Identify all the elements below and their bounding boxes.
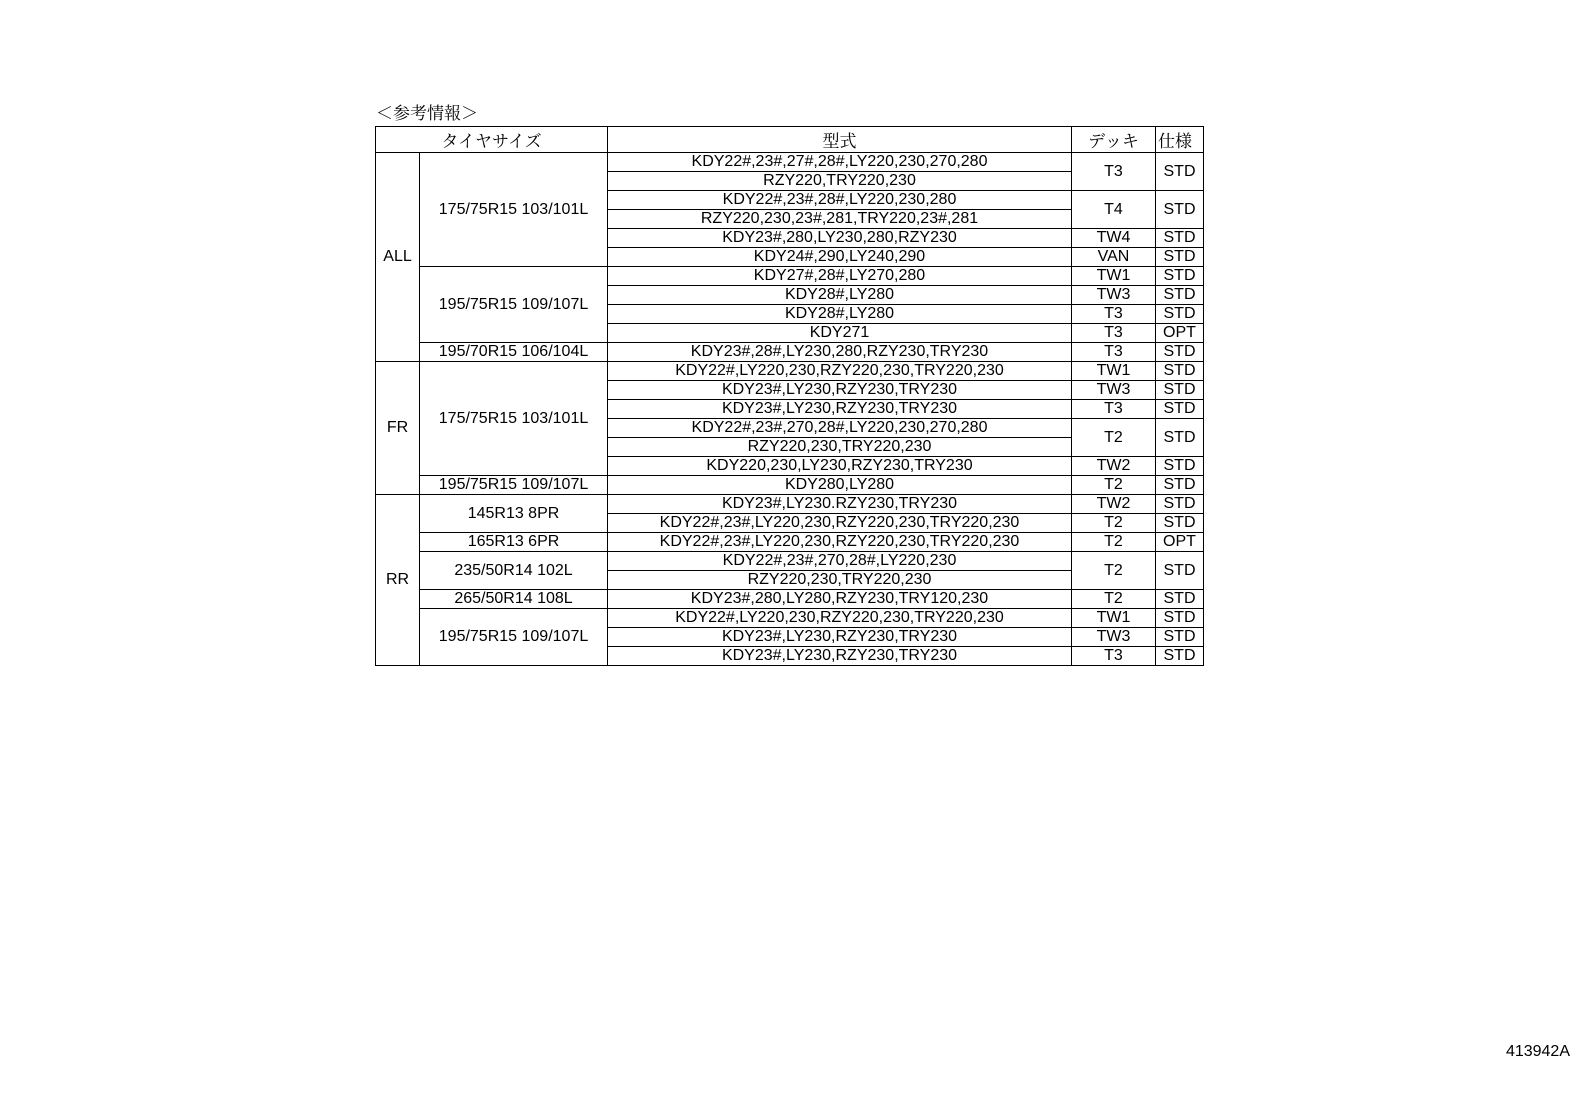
deck-cell: T2 [1072, 552, 1156, 590]
spec-cell: STD [1156, 457, 1204, 476]
tire-size-cell: 165R13 6PR [420, 533, 608, 552]
table-body [376, 153, 1204, 666]
model-cell: KDY220,230,LY230,RZY230,TRY230 [608, 457, 1072, 476]
spec-cell: STD [1156, 286, 1204, 305]
deck-cell: T3 [1072, 400, 1156, 419]
deck-cell: T3 [1072, 343, 1156, 362]
drive-type-cell: RR [376, 495, 420, 666]
deck-cell: T2 [1072, 533, 1156, 552]
tire-size-cell: 235/50R14 102L [420, 552, 608, 590]
deck-cell: T2 [1072, 514, 1156, 533]
spec-cell: STD [1156, 362, 1204, 381]
model-cell: RZY220,230,23#,281,TRY220,23#,281 [608, 210, 1072, 229]
spec-cell: STD [1156, 400, 1204, 419]
table-row [376, 153, 1204, 172]
table-row [376, 609, 1204, 628]
deck-cell: T3 [1072, 153, 1156, 191]
tire-size-cell: 265/50R14 108L [420, 590, 608, 609]
spec-cell: STD [1156, 590, 1204, 609]
model-cell: KDY23#,LY230.RZY230,TRY230 [608, 495, 1072, 514]
model-cell: KDY22#,23#,270,28#,LY220,230,270,280 [608, 419, 1072, 438]
tire-size-cell: 195/75R15 109/107L [420, 267, 608, 343]
table-row [376, 552, 1204, 571]
model-cell: RZY220,230,TRY220,230 [608, 571, 1072, 590]
model-header: 型式 [608, 127, 1072, 153]
tire-size-cell: 145R13 8PR [420, 495, 608, 533]
model-cell: KDY23#,LY230,RZY230,TRY230 [608, 647, 1072, 666]
deck-cell: TW3 [1072, 628, 1156, 647]
model-cell: KDY22#,LY220,230,RZY220,230,TRY220,230 [608, 362, 1072, 381]
tire-size-cell: 175/75R15 103/101L [420, 362, 608, 476]
deck-cell: TW3 [1072, 381, 1156, 400]
spec-cell: STD [1156, 628, 1204, 647]
table-row [376, 267, 1204, 286]
model-cell: RZY220,230,TRY220,230 [608, 438, 1072, 457]
tire-size-header: タイヤサイズ [376, 127, 608, 153]
tire-size-cell: 195/75R15 109/107L [420, 609, 608, 666]
model-cell: KDY22#,23#,27#,28#,LY220,230,270,280 [608, 153, 1072, 172]
spec-cell: STD [1156, 343, 1204, 362]
spec-cell: STD [1156, 495, 1204, 514]
spec-cell: STD [1156, 647, 1204, 666]
spec-header: 仕様 [1156, 127, 1204, 153]
deck-cell: TW4 [1072, 229, 1156, 248]
model-cell: KDY280,LY280 [608, 476, 1072, 495]
table-row [376, 362, 1204, 381]
tire-size-cell: 175/75R15 103/101L [420, 153, 608, 267]
model-cell: KDY28#,LY280 [608, 286, 1072, 305]
model-cell: KDY27#,28#,LY270,280 [608, 267, 1072, 286]
deck-cell: TW1 [1072, 267, 1156, 286]
table-row [376, 533, 1204, 552]
spec-cell: STD [1156, 248, 1204, 267]
deck-cell: TW2 [1072, 457, 1156, 476]
model-cell: KDY23#,LY230,RZY230,TRY230 [608, 381, 1072, 400]
model-cell: KDY22#,23#,270,28#,LY220,230 [608, 552, 1072, 571]
tire-size-cell: 195/70R15 106/104L [420, 343, 608, 362]
model-cell: KDY23#,280,LY280,RZY230,TRY120,230 [608, 590, 1072, 609]
spec-cell: OPT [1156, 324, 1204, 343]
spec-cell: STD [1156, 609, 1204, 628]
model-cell: KDY22#,LY220,230,RZY220,230,TRY220,230 [608, 609, 1072, 628]
spec-cell: STD [1156, 153, 1204, 191]
table-row [376, 590, 1204, 609]
model-cell: KDY23#,LY230,RZY230,TRY230 [608, 628, 1072, 647]
spec-cell: STD [1156, 419, 1204, 457]
deck-cell: T2 [1072, 476, 1156, 495]
table-row [376, 476, 1204, 495]
spec-cell: STD [1156, 229, 1204, 248]
deck-cell: VAN [1072, 248, 1156, 267]
table-header-row [376, 127, 1204, 153]
model-cell: KDY23#,LY230,RZY230,TRY230 [608, 400, 1072, 419]
spec-cell: OPT [1156, 533, 1204, 552]
drive-type-cell: ALL [376, 153, 420, 362]
spec-cell: STD [1156, 267, 1204, 286]
spec-cell: STD [1156, 305, 1204, 324]
drive-type-cell: FR [376, 362, 420, 495]
deck-cell: T2 [1072, 419, 1156, 457]
spec-cell: STD [1156, 552, 1204, 590]
deck-cell: T3 [1072, 324, 1156, 343]
deck-cell: T4 [1072, 191, 1156, 229]
reference-info-caption: ＜参考情報＞ [376, 104, 478, 124]
spec-cell: STD [1156, 476, 1204, 495]
deck-cell: TW1 [1072, 362, 1156, 381]
tire-spec-table [375, 126, 1204, 666]
spec-cell: STD [1156, 381, 1204, 400]
deck-cell: TW1 [1072, 609, 1156, 628]
table-row [376, 343, 1204, 362]
spec-cell: STD [1156, 514, 1204, 533]
tire-size-cell: 195/75R15 109/107L [420, 476, 608, 495]
deck-cell: T3 [1072, 305, 1156, 324]
model-cell: KDY22#,23#,28#,LY220,230,280 [608, 191, 1072, 210]
model-cell: KDY28#,LY280 [608, 305, 1072, 324]
model-cell: KDY23#,28#,LY230,280,RZY230,TRY230 [608, 343, 1072, 362]
model-cell: RZY220,TRY220,230 [608, 172, 1072, 191]
model-cell: KDY271 [608, 324, 1072, 343]
deck-cell: T2 [1072, 590, 1156, 609]
deck-cell: T3 [1072, 647, 1156, 666]
table-row [376, 495, 1204, 514]
model-cell: KDY24#,290,LY240,290 [608, 248, 1072, 267]
image-id-label: 413942A [1505, 1043, 1570, 1060]
deck-cell: TW2 [1072, 495, 1156, 514]
model-cell: KDY22#,23#,LY220,230,RZY220,230,TRY220,230 [608, 514, 1072, 533]
model-cell: KDY22#,23#,LY220,230,RZY220,230,TRY220,230 [608, 533, 1072, 552]
deck-header: デッキ [1072, 127, 1156, 153]
model-cell: KDY23#,280,LY230,280,RZY230 [608, 229, 1072, 248]
deck-cell: TW3 [1072, 286, 1156, 305]
spec-cell: STD [1156, 191, 1204, 229]
